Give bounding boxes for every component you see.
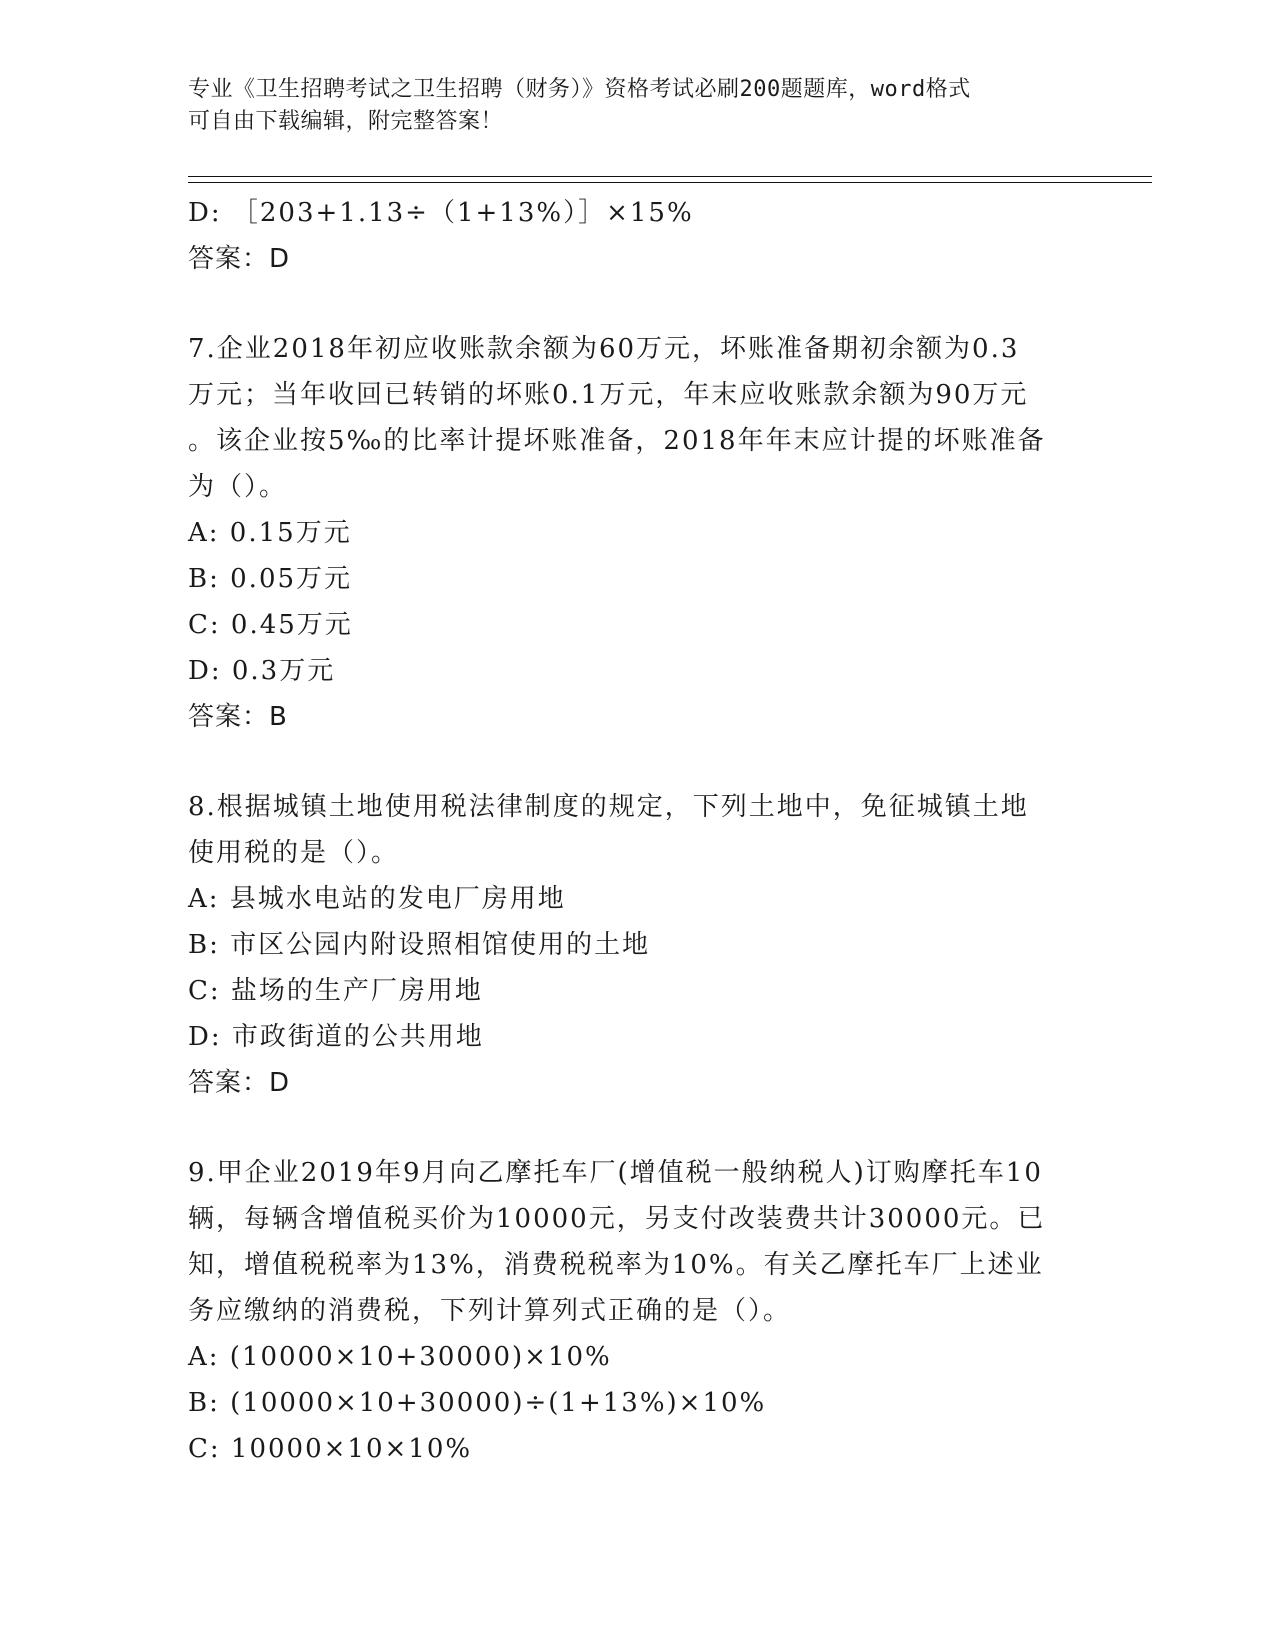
- question-8: [188, 784, 1088, 1106]
- document-header: [188, 74, 1088, 138]
- header-line-2: 可自由下载编辑，附完整答案！: [188, 109, 504, 134]
- option-c: C: 10000×10×10%: [188, 1434, 473, 1464]
- option-b: B: (10000×10+30000)÷(1+13%)×10%: [188, 1388, 767, 1418]
- answer: 答案：B: [188, 702, 288, 732]
- question-text-line: 万元；当年收回已转销的坏账0.1万元，年末应收账款余额为90万元: [188, 380, 1029, 410]
- option-c: C: 盐场的生产厂房用地: [188, 976, 483, 1006]
- question-text-line: 9.甲企业2019年9月向乙摩托车厂(增值税一般纳税人)订购摩托车10: [188, 1158, 1043, 1188]
- answer: 答案：D: [188, 1068, 291, 1098]
- question-text-line: 知，增值税税率为13%，消费税税率为10%。有关乙摩托车厂上述业: [188, 1250, 1044, 1280]
- document-body: [188, 190, 1088, 1472]
- header-line-1: 专业《卫生招聘考试之卫生招聘（财务）》资格考试必刷200题题库，word格式: [188, 77, 971, 102]
- option-d: D: ［203+1.13÷（1+13%）］×15%: [188, 198, 694, 228]
- question-text-line: 务应缴纳的消费税，下列计算列式正确的是（）。: [188, 1296, 792, 1326]
- option-d: D: 0.3万元: [188, 656, 336, 686]
- question-text-line: 8.根据城镇土地使用税法律制度的规定，下列土地中，免征城镇土地: [188, 792, 1029, 822]
- option-b: B: 市区公园内附设照相馆使用的土地: [188, 930, 651, 960]
- option-a: A: (10000×10+30000)×10%: [188, 1342, 612, 1372]
- option-a: A: 县城水电站的发电厂房用地: [188, 884, 566, 914]
- option-b: B: 0.05万元: [188, 564, 353, 594]
- answer: 答案：D: [188, 244, 291, 274]
- question-text-line: 为（）。: [188, 472, 288, 502]
- option-a: A: 0.15万元: [188, 518, 352, 548]
- option-c: C: 0.45万元: [188, 610, 353, 640]
- question-text-line: 。该企业按5‰的比率计提坏账准备，2018年年末应计提的坏账准备: [188, 426, 1046, 456]
- question-text-line: 7.企业2018年初应收账款余额为60万元，坏账准备期初余额为0.3: [188, 334, 1020, 364]
- question-text-line: 辆，每辆含增值税买价为10000元，另支付改装费共计30000元。已: [188, 1204, 1046, 1234]
- option-d: D: 市政街道的公共用地: [188, 1022, 484, 1052]
- question-text-line: 使用税的是（）。: [188, 838, 400, 868]
- previous-question-tail: [188, 190, 1088, 282]
- header-rule-top: [188, 176, 1152, 177]
- question-9: [188, 1150, 1088, 1472]
- question-7: [188, 326, 1088, 740]
- header-rule-bottom: [188, 182, 1152, 183]
